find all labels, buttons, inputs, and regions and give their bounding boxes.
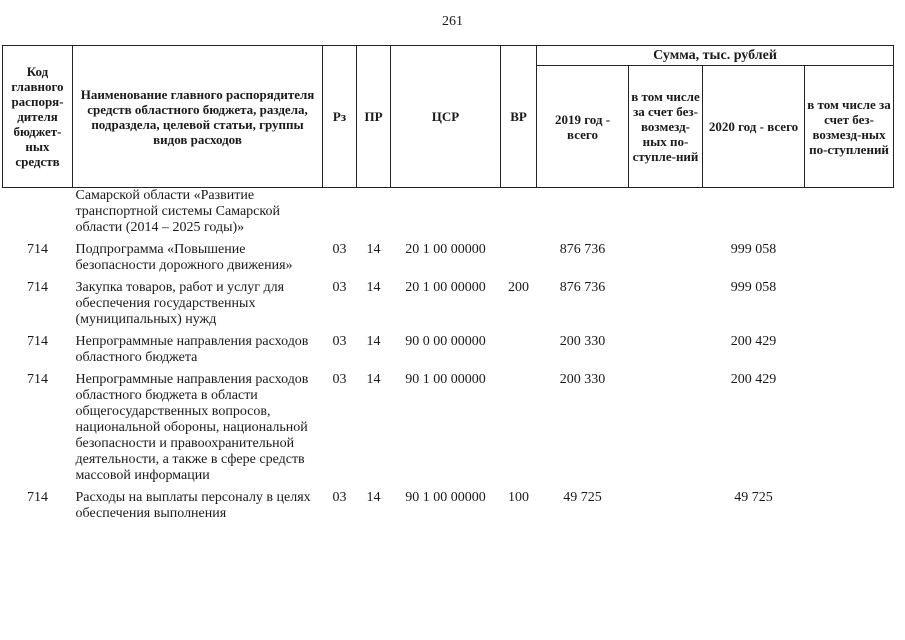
header-2020-total: 2020 год - всего xyxy=(703,66,805,188)
cell-csr: 90 0 00 00000 xyxy=(405,334,486,349)
cell-vr xyxy=(501,334,537,372)
header-2019-total: 2019 год - всего xyxy=(537,66,629,188)
cell-pr: 14 xyxy=(366,334,381,349)
cell-rz: 03 xyxy=(332,490,347,505)
cell-csr: 20 1 00 00000 xyxy=(405,242,486,257)
cell-2019-total: 49 725 xyxy=(563,490,602,505)
cell-2019-free xyxy=(629,372,703,490)
cell-name: Расходы на выплаты персоналу в целях обеспечения выполнения xyxy=(75,490,311,521)
cell-name: Закупка товаров, работ и услуг для обеспечения государственных (муниципальных) нужд xyxy=(75,280,285,327)
cell-name: Непрограммные направления расходов областного бюджета xyxy=(75,334,309,365)
cell-rz: 03 xyxy=(332,242,347,257)
cell-2020-total: 200 429 xyxy=(730,334,777,349)
header-2019-free: в том числе за счет без-возмезд-ных по-ступле-ний xyxy=(629,66,703,188)
cell-csr: 20 1 00 00000 xyxy=(405,280,486,295)
cell-pr: 14 xyxy=(366,490,381,505)
table-row xyxy=(3,242,894,280)
page-number: 261 xyxy=(442,14,463,29)
cell-rz: 03 xyxy=(332,280,347,295)
cell-2020-free xyxy=(805,242,894,280)
cell-2019-free xyxy=(629,188,703,243)
cell-rz: 03 xyxy=(332,372,347,387)
cell-2019-total xyxy=(537,188,629,243)
header-pr: ПР xyxy=(357,46,391,188)
header-code: Код главного распоря-дителя бюджет-ных средств xyxy=(3,46,73,188)
cell-code: 714 xyxy=(27,372,48,387)
cell-2020-total: 999 058 xyxy=(730,280,777,295)
cell-vr: 100 xyxy=(508,490,529,505)
cell-name: Непрограммные направления расходов областного бюджета в области общегосударственных вопросов, национальной обороны, национальной безопасности и правоохранительной деятельности, а также в сфере средств массовой информации xyxy=(75,372,309,483)
cell-2019-total: 200 330 xyxy=(559,372,606,387)
cell-2019-total: 876 736 xyxy=(559,242,606,257)
table-row xyxy=(3,188,894,243)
cell-2019-free xyxy=(629,334,703,372)
cell-2020-total: 999 058 xyxy=(730,242,777,257)
cell-vr xyxy=(501,372,537,490)
cell-2019-free xyxy=(629,490,703,528)
cell-csr: 90 1 00 00000 xyxy=(405,372,486,387)
cell-2020-total xyxy=(703,188,805,243)
cell-2020-free xyxy=(805,490,894,528)
cell-2020-free xyxy=(805,280,894,334)
cell-2020-total: 49 725 xyxy=(734,490,773,505)
table-row xyxy=(3,372,894,490)
cell-pr: 14 xyxy=(366,242,381,257)
table-header xyxy=(3,46,894,188)
header-2020-free: в том числе за счет без-возмезд-ных по-ступлений xyxy=(805,66,894,188)
header-sum-title: Сумма, тыс. рублей xyxy=(537,46,894,66)
cell-name: Подпрограмма «Повышение безопасности дорожного движения» xyxy=(75,242,293,273)
cell-code: 714 xyxy=(27,490,48,505)
cell-name: Самарской области «Развитие транспортной системы Самарской области (2014 – 2025 годы)» xyxy=(75,188,280,235)
cell-2020-free xyxy=(805,334,894,372)
cell-vr: 200 xyxy=(508,280,529,295)
cell-vr xyxy=(501,188,537,243)
table-row xyxy=(3,280,894,334)
cell-code: 714 xyxy=(27,242,48,257)
cell-pr: 14 xyxy=(366,372,381,387)
header-name: Наименование главного распорядителя средств областного бюджета, раздела, подраздела, целевой статьи, группы видов расходов xyxy=(73,46,323,188)
cell-2019-free xyxy=(629,242,703,280)
table-row xyxy=(3,334,894,372)
table-row xyxy=(3,490,894,528)
table-body xyxy=(3,188,894,529)
cell-2019-total: 876 736 xyxy=(559,280,606,295)
cell-2020-total: 200 429 xyxy=(730,372,777,387)
cell-rz: 03 xyxy=(332,334,347,349)
cell-code: 714 xyxy=(27,334,48,349)
header-vr: ВР xyxy=(501,46,537,188)
cell-2019-total: 200 330 xyxy=(559,334,606,349)
cell-2020-free xyxy=(805,188,894,243)
cell-csr xyxy=(391,188,501,243)
header-csr: ЦСР xyxy=(391,46,501,188)
cell-2019-free xyxy=(629,280,703,334)
cell-code xyxy=(3,188,73,243)
cell-vr xyxy=(501,242,537,280)
header-rz: Рз xyxy=(323,46,357,188)
cell-2020-free xyxy=(805,372,894,490)
cell-pr: 14 xyxy=(366,280,381,295)
cell-rz xyxy=(323,188,357,243)
cell-code: 714 xyxy=(27,280,48,295)
budget-table xyxy=(2,45,894,528)
cell-pr xyxy=(357,188,391,243)
cell-csr: 90 1 00 00000 xyxy=(405,490,486,505)
